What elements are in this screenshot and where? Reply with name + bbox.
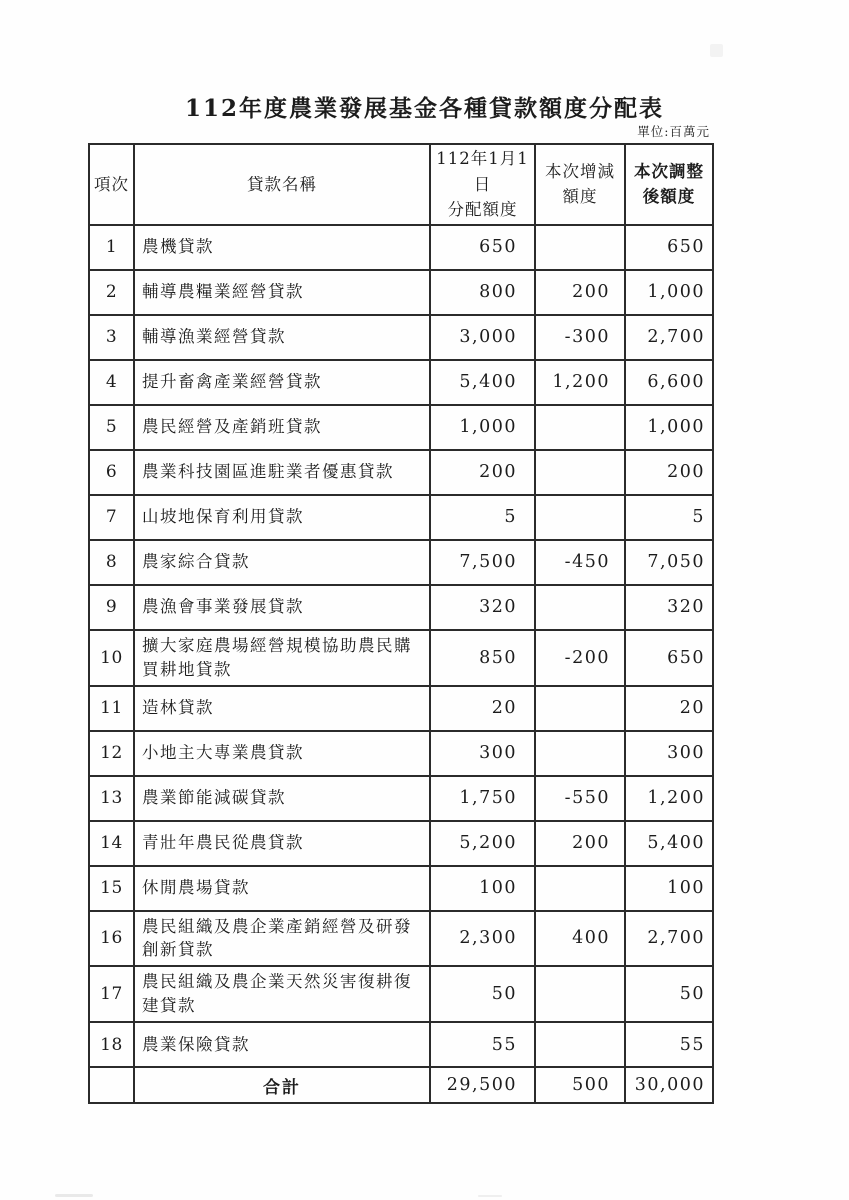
cell-adjusted: 6,600 xyxy=(625,360,713,405)
cell-change xyxy=(535,585,625,630)
table-row xyxy=(89,225,713,270)
cell-adjusted: 2,700 xyxy=(625,315,713,360)
table-row xyxy=(89,866,713,911)
cell-item-no: 4 xyxy=(89,360,134,405)
cell-initial: 20 xyxy=(430,686,535,731)
cell-initial: 800 xyxy=(430,270,535,315)
cell-item-no: 1 xyxy=(89,225,134,270)
cell-total-change: 500 xyxy=(535,1067,625,1103)
cell-adjusted: 200 xyxy=(625,450,713,495)
table-row xyxy=(89,360,713,405)
cell-loan-name: 輔導農糧業經營貸款 xyxy=(134,270,430,315)
cell-adjusted: 300 xyxy=(625,731,713,776)
cell-initial: 650 xyxy=(430,225,535,270)
table-row xyxy=(89,911,713,967)
cell-adjusted: 5 xyxy=(625,495,713,540)
cell-loan-name: 農機貸款 xyxy=(134,225,430,270)
cell-total-adjusted: 30,000 xyxy=(625,1067,713,1103)
cell-total-label: 合計 xyxy=(134,1067,430,1103)
cell-initial: 100 xyxy=(430,866,535,911)
cell-item-no: 18 xyxy=(89,1022,134,1067)
cell-adjusted: 50 xyxy=(625,966,713,1022)
table-row xyxy=(89,1022,713,1067)
header-change-quota-line1: 本次增減 xyxy=(545,161,615,181)
cell-item-no: 13 xyxy=(89,776,134,821)
cell-item-no-blank xyxy=(89,1067,134,1103)
table-row xyxy=(89,686,713,731)
cell-item-no: 3 xyxy=(89,315,134,360)
loan-allocation-table xyxy=(88,143,714,1104)
cell-total-initial: 29,500 xyxy=(430,1067,535,1103)
header-initial-quota-line2: 分配額度 xyxy=(447,200,518,220)
table-row xyxy=(89,630,713,686)
cell-loan-name: 農業保險貸款 xyxy=(134,1022,430,1067)
header-adjusted-quota-line1: 本次調整 xyxy=(634,161,704,181)
cell-initial: 200 xyxy=(430,450,535,495)
cell-adjusted: 55 xyxy=(625,1022,713,1067)
cell-item-no: 6 xyxy=(89,450,134,495)
cell-adjusted: 320 xyxy=(625,585,713,630)
cell-item-no: 8 xyxy=(89,540,134,585)
table-row xyxy=(89,966,713,1022)
header-change-quota-line2: 額度 xyxy=(562,187,598,207)
cell-initial: 300 xyxy=(430,731,535,776)
cell-adjusted: 650 xyxy=(625,225,713,270)
cell-adjusted: 650 xyxy=(625,630,713,686)
scan-artifact xyxy=(55,1194,93,1197)
scan-artifact xyxy=(478,1195,502,1197)
table-row xyxy=(89,270,713,315)
cell-initial: 5,400 xyxy=(430,360,535,405)
cell-item-no: 2 xyxy=(89,270,134,315)
cell-initial: 50 xyxy=(430,966,535,1022)
cell-item-no: 14 xyxy=(89,821,134,866)
cell-loan-name: 山坡地保育利用貸款 xyxy=(134,495,430,540)
cell-item-no: 10 xyxy=(89,630,134,686)
unit-note: 單位:百萬元 xyxy=(637,124,710,139)
cell-loan-name: 提升畜禽產業經營貸款 xyxy=(134,360,430,405)
page-title: 112年度農業發展基金各種貸款額度分配表 xyxy=(184,95,664,122)
table-row xyxy=(89,585,713,630)
cell-change xyxy=(535,495,625,540)
cell-loan-name: 輔導漁業經營貸款 xyxy=(134,315,430,360)
cell-loan-name: 農業節能減碳貸款 xyxy=(134,776,430,821)
table-header-row xyxy=(89,144,713,225)
cell-change: -200 xyxy=(535,630,625,686)
cell-loan-name: 休閒農場貸款 xyxy=(134,866,430,911)
header-adjusted-quota-line2: 後額度 xyxy=(642,187,696,207)
cell-change: 400 xyxy=(535,911,625,967)
cell-initial: 320 xyxy=(430,585,535,630)
cell-change: 200 xyxy=(535,821,625,866)
table-area xyxy=(88,122,712,1104)
cell-adjusted: 5,400 xyxy=(625,821,713,866)
cell-adjusted: 1,000 xyxy=(625,405,713,450)
cell-loan-name: 農業科技園區進駐業者優惠貸款 xyxy=(134,450,430,495)
cell-initial: 3,000 xyxy=(430,315,535,360)
cell-loan-name: 農民組織及農企業產銷經營及研發創新貸款 xyxy=(134,911,430,967)
cell-initial: 5 xyxy=(430,495,535,540)
header-loan-name: 貸款名稱 xyxy=(134,144,430,225)
table-row xyxy=(89,450,713,495)
cell-initial: 850 xyxy=(430,630,535,686)
cell-loan-name: 小地主大專業農貸款 xyxy=(134,731,430,776)
table-row xyxy=(89,540,713,585)
table-row xyxy=(89,821,713,866)
table-row xyxy=(89,315,713,360)
cell-change: -550 xyxy=(535,776,625,821)
cell-initial: 7,500 xyxy=(430,540,535,585)
cell-item-no: 7 xyxy=(89,495,134,540)
cell-item-no: 9 xyxy=(89,585,134,630)
cell-change: 200 xyxy=(535,270,625,315)
cell-adjusted: 7,050 xyxy=(625,540,713,585)
cell-change: -300 xyxy=(535,315,625,360)
cell-loan-name: 農家綜合貸款 xyxy=(134,540,430,585)
cell-adjusted: 20 xyxy=(625,686,713,731)
cell-change xyxy=(535,1022,625,1067)
cell-change xyxy=(535,731,625,776)
header-item-no: 項次 xyxy=(89,144,134,225)
table-row xyxy=(89,776,713,821)
cell-loan-name: 造林貸款 xyxy=(134,686,430,731)
cell-change: 1,200 xyxy=(535,360,625,405)
cell-change xyxy=(535,686,625,731)
cell-change xyxy=(535,405,625,450)
cell-loan-name: 農漁會事業發展貸款 xyxy=(134,585,430,630)
cell-adjusted: 2,700 xyxy=(625,911,713,967)
cell-loan-name: 擴大家庭農場經營規模協助農民購買耕地貸款 xyxy=(134,630,430,686)
table-row xyxy=(89,731,713,776)
header-adjusted-quota xyxy=(625,144,713,225)
table-total-row xyxy=(89,1067,713,1103)
cell-adjusted: 100 xyxy=(625,866,713,911)
scan-artifact xyxy=(710,44,723,57)
cell-item-no: 12 xyxy=(89,731,134,776)
cell-initial: 1,000 xyxy=(430,405,535,450)
cell-adjusted: 1,000 xyxy=(625,270,713,315)
cell-initial: 55 xyxy=(430,1022,535,1067)
header-initial-quota xyxy=(430,144,535,225)
cell-change xyxy=(535,450,625,495)
header-initial-quota-line1: 112年1月1日 xyxy=(436,149,529,194)
cell-item-no: 15 xyxy=(89,866,134,911)
cell-initial: 2,300 xyxy=(430,911,535,967)
cell-item-no: 11 xyxy=(89,686,134,731)
header-change-quota xyxy=(535,144,625,225)
cell-loan-name: 農民經營及產銷班貸款 xyxy=(134,405,430,450)
cell-initial: 5,200 xyxy=(430,821,535,866)
cell-change xyxy=(535,866,625,911)
table-row xyxy=(89,405,713,450)
table-row xyxy=(89,495,713,540)
cell-loan-name: 青壯年農民從農貸款 xyxy=(134,821,430,866)
cell-item-no: 5 xyxy=(89,405,134,450)
cell-item-no: 17 xyxy=(89,966,134,1022)
cell-change xyxy=(535,966,625,1022)
cell-adjusted: 1,200 xyxy=(625,776,713,821)
cell-initial: 1,750 xyxy=(430,776,535,821)
cell-loan-name: 農民組織及農企業天然災害復耕復建貸款 xyxy=(134,966,430,1022)
cell-change: -450 xyxy=(535,540,625,585)
cell-item-no: 16 xyxy=(89,911,134,967)
cell-change xyxy=(535,225,625,270)
